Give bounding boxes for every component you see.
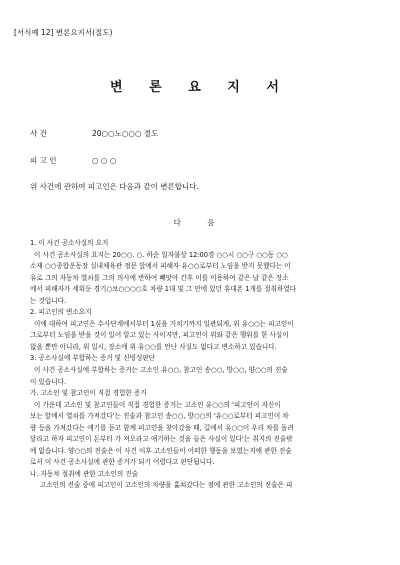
case-value: 20○○노○○○ 절도 — [92, 129, 159, 138]
document-title: 변 론 요 지 서 — [110, 80, 290, 95]
body-line: 이 있습니다. — [30, 377, 67, 386]
body-line: 에서 피해자가 세워둔 경기○보○○○○호 차량 1대 및 그 안에 있던 휴대폰 1개를 절취하였다 — [30, 285, 297, 294]
intro-text: 위 사건에 관하여 피고인은 다음과 같이 변론합니다. — [30, 182, 199, 191]
body-line: 량 등을 가져갔다는 얘기를 듣고 함께 피고인을 찾아갔을 때, 길에서 유○○이 우리 차를 돌려 — [30, 423, 294, 432]
body-line: 그로부터 노임을 받을 것이 있어 알고 있는 사이지만, 피고인이 위와 같은 행위를 한 사실이 — [30, 331, 289, 340]
body-line: 보는 앞에서 열쇠를 가져갔다'는 진술과 참고인 송○○, 방○○의 '유○○로부터 피고인이 차 — [30, 412, 289, 421]
body-line: 소재 ○○종합운동장 실내체육관 정문 앞에서 피해자 유○○로부터 노임을 받지 못했다는 이 — [30, 262, 291, 271]
body-line: 달라고 하자 피고인이 돈부터 가 져오라고 얘기하는 것을 들은 사실이 있다'는 취지의 진술밖 — [30, 435, 293, 444]
body-line: 없을 뿐만 아니라, 위 일시, 장소에 위 유○○를 만난 사실도 없다고 변소하고 있습니다. — [30, 342, 277, 351]
body-line: 에 없습니다. 양○○의 진술은 이 사건 이후 고소인들이 어떠한 행동을 보였는지에 관한 진술 — [30, 446, 292, 455]
form-label: [서식예 12] 변론요지서(절도) — [14, 28, 113, 37]
body-line: 로서 이 사건 공소사실에 관한 증거가 되기 어렵다고 판단됩니다. — [30, 458, 215, 467]
document-body — [30, 238, 375, 492]
body-line: 이 사건 공소사실에 부합하는 증거는 고소인 유○○, 참고인 송○○, 방○○, 양○○의 진술 — [34, 366, 288, 375]
body-line: 가. 고소인 및 참고인이 직접 경험한 증거 — [30, 389, 147, 398]
body-line: 3. 공소사실에 부합하는 증거 및 신빙성판단 — [30, 354, 156, 363]
body-line: 이 사건 공소사실의 요지는 20○○. ○. 하순 일자불상 12:00경 ○○시 ○○구 ○○동 ○○ — [34, 250, 288, 259]
body-line: 2. 피고인의 변소요지 — [30, 308, 92, 317]
body-line: 이 가운데 고소인 및 참고인들이 직접 경험한 증거는 고소인 유○○의 '피고인이 자신이 — [34, 400, 281, 409]
body-line: 유로 그의 자동차 열쇠를 그의 의사에 반하여 빼앗아 간후 이를 이용하여 같은 날 같은 장소 — [30, 273, 289, 282]
defendant-value: ○ ○ ○ — [92, 156, 117, 165]
section-heading: 다 음 — [173, 218, 227, 227]
body-line: 는 것입니다. — [30, 296, 67, 305]
case-field — [30, 128, 158, 139]
case-label: 사 건 — [30, 129, 47, 138]
body-line: 고소인의 진술 중에 피고인이 고소인의 차량을 훔쳐갔다는 점에 관한 고소인의 진술은 피 — [40, 481, 293, 490]
body-line: 나. 자동차 절취에 관한 고소인의 진술 — [30, 469, 139, 478]
body-line: 이에 대하여 피고인은 수사단계에서부터 1심을 거치기까지 일관되게, 위 유○○는 피고인이 — [34, 319, 294, 328]
defendant-label: 피 고 인 — [30, 156, 57, 165]
defendant-field — [30, 155, 116, 166]
body-line: 1. 이 사건 공소사실의 요지 — [30, 239, 109, 247]
